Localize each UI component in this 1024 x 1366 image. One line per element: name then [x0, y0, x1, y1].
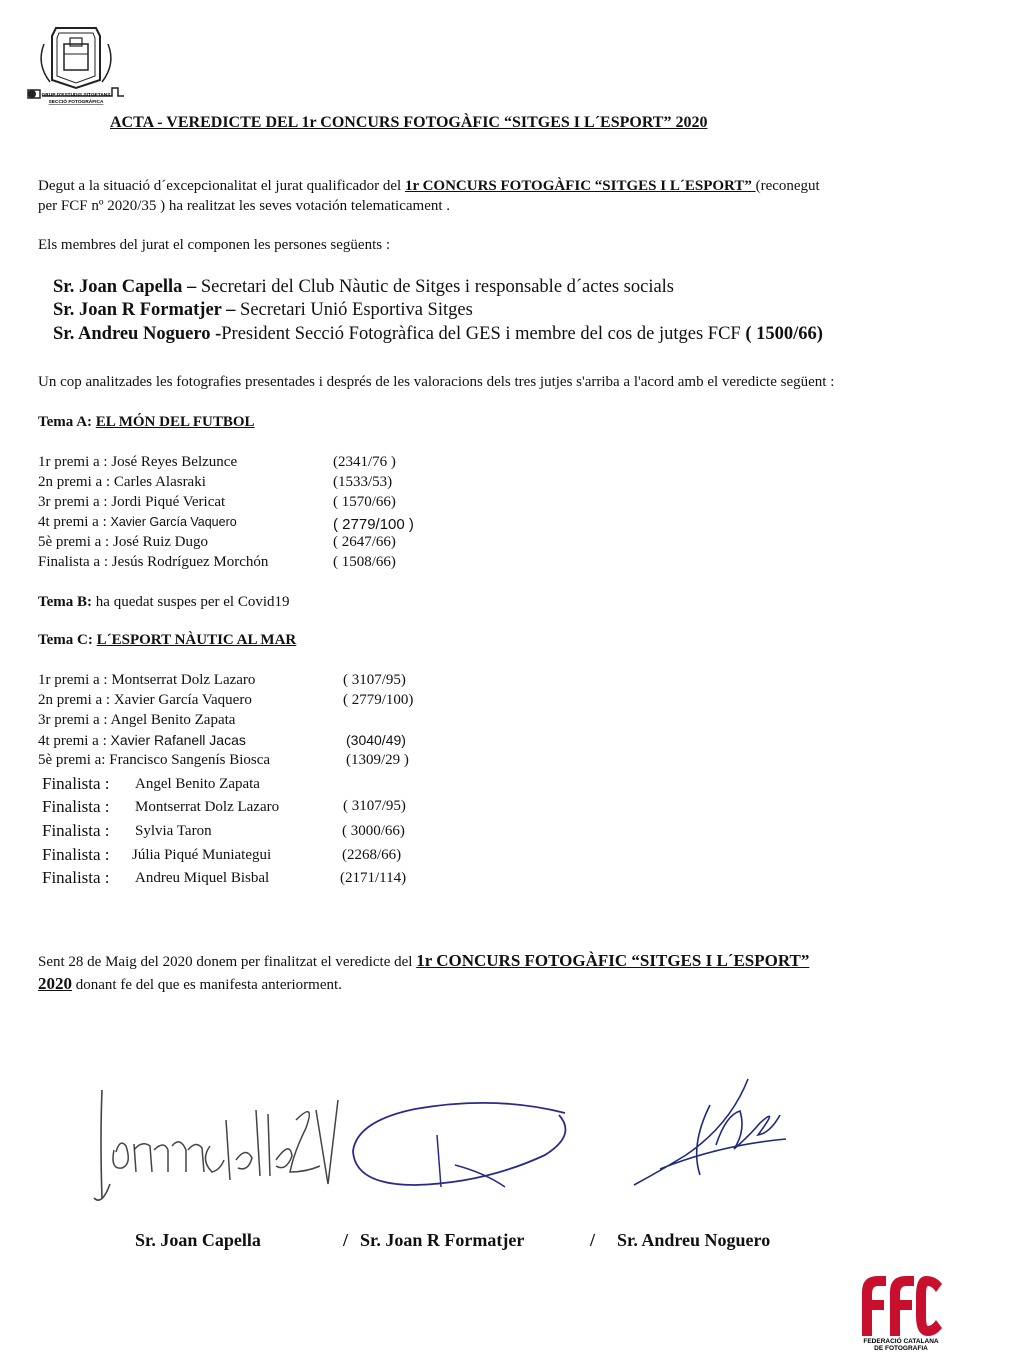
document-title: ACTA - VEREDICTE DEL 1r CONCURS FOTOGÀFIC “SITGES I L´ESPORT” 2020: [110, 114, 708, 131]
theme-c-finalist-label: Finalista :: [42, 774, 110, 793]
theme-c-prize-1: [38, 672, 255, 689]
prize-label: Finalista a :: [38, 554, 112, 570]
jury-role: Secretari del Club Nàutic de Sitges i responsable d´actes socials: [196, 277, 675, 297]
prize-code: ( 2647/66): [333, 534, 396, 550]
winner-name: José Ruiz Dugo: [112, 534, 208, 550]
theme-a-heading: [38, 414, 255, 431]
winner-name: Angel Benito Zapata: [110, 712, 236, 728]
prize-label: 3r premi a :: [38, 712, 111, 728]
jury-code: ( 1500/66): [745, 324, 823, 344]
theme-a-prize-5: [38, 534, 208, 551]
theme-c-prize-4: [38, 732, 246, 750]
theme-a-label: Tema A:: [38, 414, 96, 430]
intro-line-1: [38, 178, 820, 195]
prize-code: ( 3107/95): [343, 672, 406, 688]
signature-andreu-noguero: [630, 1075, 790, 1195]
jury-member-3: [53, 324, 823, 345]
prize-code: ( 1508/66): [333, 554, 396, 570]
theme-c-prize-5: [38, 752, 270, 769]
prize-label: 1r premi a :: [38, 672, 112, 688]
prize-label: 4t premi a :: [38, 733, 111, 749]
closing-contest-name: 1r CONCURS FOTOGÀFIC “SITGES I L´ESPORT”: [416, 951, 810, 970]
prize-code: ( 2779/100 ): [333, 516, 414, 533]
finalist-name: Montserrat Dolz Lazaro: [135, 799, 280, 815]
closing-text-a: Sent 28 de Maig del 2020 donem per finalitzat el veredicte del: [38, 954, 417, 970]
theme-a-prize-1: [38, 454, 237, 471]
prize-code: ( 2779/100): [343, 692, 414, 708]
signatory-2: Sr. Joan R Formatjer: [360, 1230, 525, 1250]
theme-c-finalist-label: Finalista :: [42, 845, 110, 864]
jury-member-2: [53, 300, 473, 321]
finalist-name: Sylvia Taron: [135, 823, 212, 839]
prize-code: ( 3000/66): [342, 823, 405, 839]
signature-joan-formatjer: [345, 1095, 575, 1195]
jury-name: Sr. Joan Capella –: [53, 277, 197, 297]
theme-a-name: EL MÓN DEL FUTBOL: [95, 414, 255, 430]
fcf-caption-2: DE FOTOGRAFIA: [874, 1345, 928, 1352]
winner-name: José Reyes Belzunce: [111, 454, 238, 470]
prize-label: 3r premi a :: [38, 494, 112, 510]
prize-code: (3040/49): [346, 732, 406, 748]
intro-contest-name: 1r CONCURS FOTOGÀFIC “SITGES I L´ESPORT”: [404, 178, 756, 194]
prize-code: (2341/76 ): [333, 454, 396, 470]
theme-c-name: L´ESPORT NÀUTIC AL MAR: [96, 632, 297, 648]
winner-name: Xavier García Vaquero: [110, 515, 237, 529]
prize-code: (1309/29 ): [346, 752, 409, 768]
jury-name: Sr. Andreu Noguero -: [53, 324, 222, 344]
theme-a-finalist: [38, 554, 268, 571]
winner-name: Xavier García Vaquero: [113, 692, 252, 708]
theme-c-heading: [38, 632, 296, 649]
prize-code: ( 3107/95): [343, 798, 406, 814]
intro-text-a: Degut a la situació d´excepcionalitat el jurat qualificador del: [38, 178, 405, 194]
prize-label: 1r premi a :: [38, 454, 112, 470]
closing-line-1: [38, 951, 809, 971]
theme-b-line: [38, 594, 290, 611]
theme-a-prize-4: [38, 514, 237, 531]
theme-c-finalist-label: Finalista :: [42, 868, 110, 887]
signatory-separator: /: [590, 1230, 596, 1250]
prize-code: (2171/114): [340, 870, 407, 886]
prize-code: (2268/66): [342, 847, 402, 863]
closing-text-d: donant fe del que es manifesta anteriorment.: [72, 977, 342, 993]
winner-name: Xavier Rafanell Jacas: [110, 732, 246, 748]
theme-c-prize-2: [38, 692, 252, 709]
ges-logo: [26, 24, 126, 108]
prize-code: (1533/53): [333, 474, 393, 490]
theme-a-prize-2: [38, 474, 206, 491]
winner-name: Jordi Piqué Vericat: [111, 494, 226, 510]
signatory-separator: /: [343, 1230, 349, 1250]
closing-line-2: [38, 974, 342, 994]
prize-label: 5è premi a:: [38, 752, 110, 768]
jury-member-1: [53, 277, 674, 298]
theme-b-text: ha quedat suspes per el Covid19: [92, 594, 290, 610]
winner-name: Carles Alasraki: [113, 474, 206, 490]
theme-b-label: Tema B:: [38, 594, 93, 610]
closing-year: 2020: [38, 974, 72, 993]
winner-name: Montserrat Dolz Lazaro: [111, 672, 256, 688]
fcf-caption-1: FEDERACIÓ CATALANA: [863, 1338, 939, 1345]
jury-role: President Secció Fotogràfica del GES i membre del cos de jutges FCF: [221, 324, 746, 344]
theme-c-prize-3: [38, 712, 235, 729]
jury-role: Secretari Unió Esportiva Sitges: [235, 300, 473, 320]
theme-a-prize-3: [38, 494, 225, 511]
prize-label: 4t premi a :: [38, 514, 111, 530]
prize-label: 2n premi a :: [38, 474, 114, 490]
theme-c-finalist-label: Finalista :: [42, 821, 110, 840]
prize-label: 5è premi a :: [38, 534, 113, 550]
signature-joan-capella: [80, 1080, 340, 1210]
analysis-text: Un cop analitzades les fotografies presentades i després de les valoracions dels tres jutjes s'arriba a l'acord amb el veredicte següent :: [38, 374, 835, 390]
jury-name: Sr. Joan R Formatjer –: [53, 300, 236, 320]
ges-caption-1: GRUP D'ESTUDIS SITGETANS: [41, 93, 111, 98]
ges-caption-2: SECCIÓ FOTOGRÀFICA: [48, 100, 104, 105]
winner-name: Francisco Sangenís Biosca: [109, 752, 271, 768]
theme-c-label: Tema C:: [38, 632, 97, 648]
finalist-name: Angel Benito Zapata: [135, 776, 260, 792]
signatory-1: Sr. Joan Capella: [135, 1230, 261, 1250]
finalist-name: Andreu Miquel Bisbal: [135, 870, 270, 886]
finalist-name: Júlia Piqué Muniategui: [132, 847, 272, 863]
winner-name: Jesús Rodríguez Morchón: [111, 554, 269, 570]
intro-text-c: (reconegut: [755, 178, 820, 194]
theme-c-finalist-label: Finalista :: [42, 797, 110, 816]
fcf-logo: [856, 1270, 946, 1352]
jury-intro: Els membres del jurat el componen les persones següents :: [38, 237, 390, 253]
intro-line-2: per FCF nº 2020/35 ) ha realitzat les seves votación telematicament .: [38, 198, 451, 214]
prize-label: 2n premi a :: [38, 692, 114, 708]
prize-code: ( 1570/66): [333, 494, 396, 510]
signatory-3: Sr. Andreu Noguero: [617, 1230, 771, 1250]
